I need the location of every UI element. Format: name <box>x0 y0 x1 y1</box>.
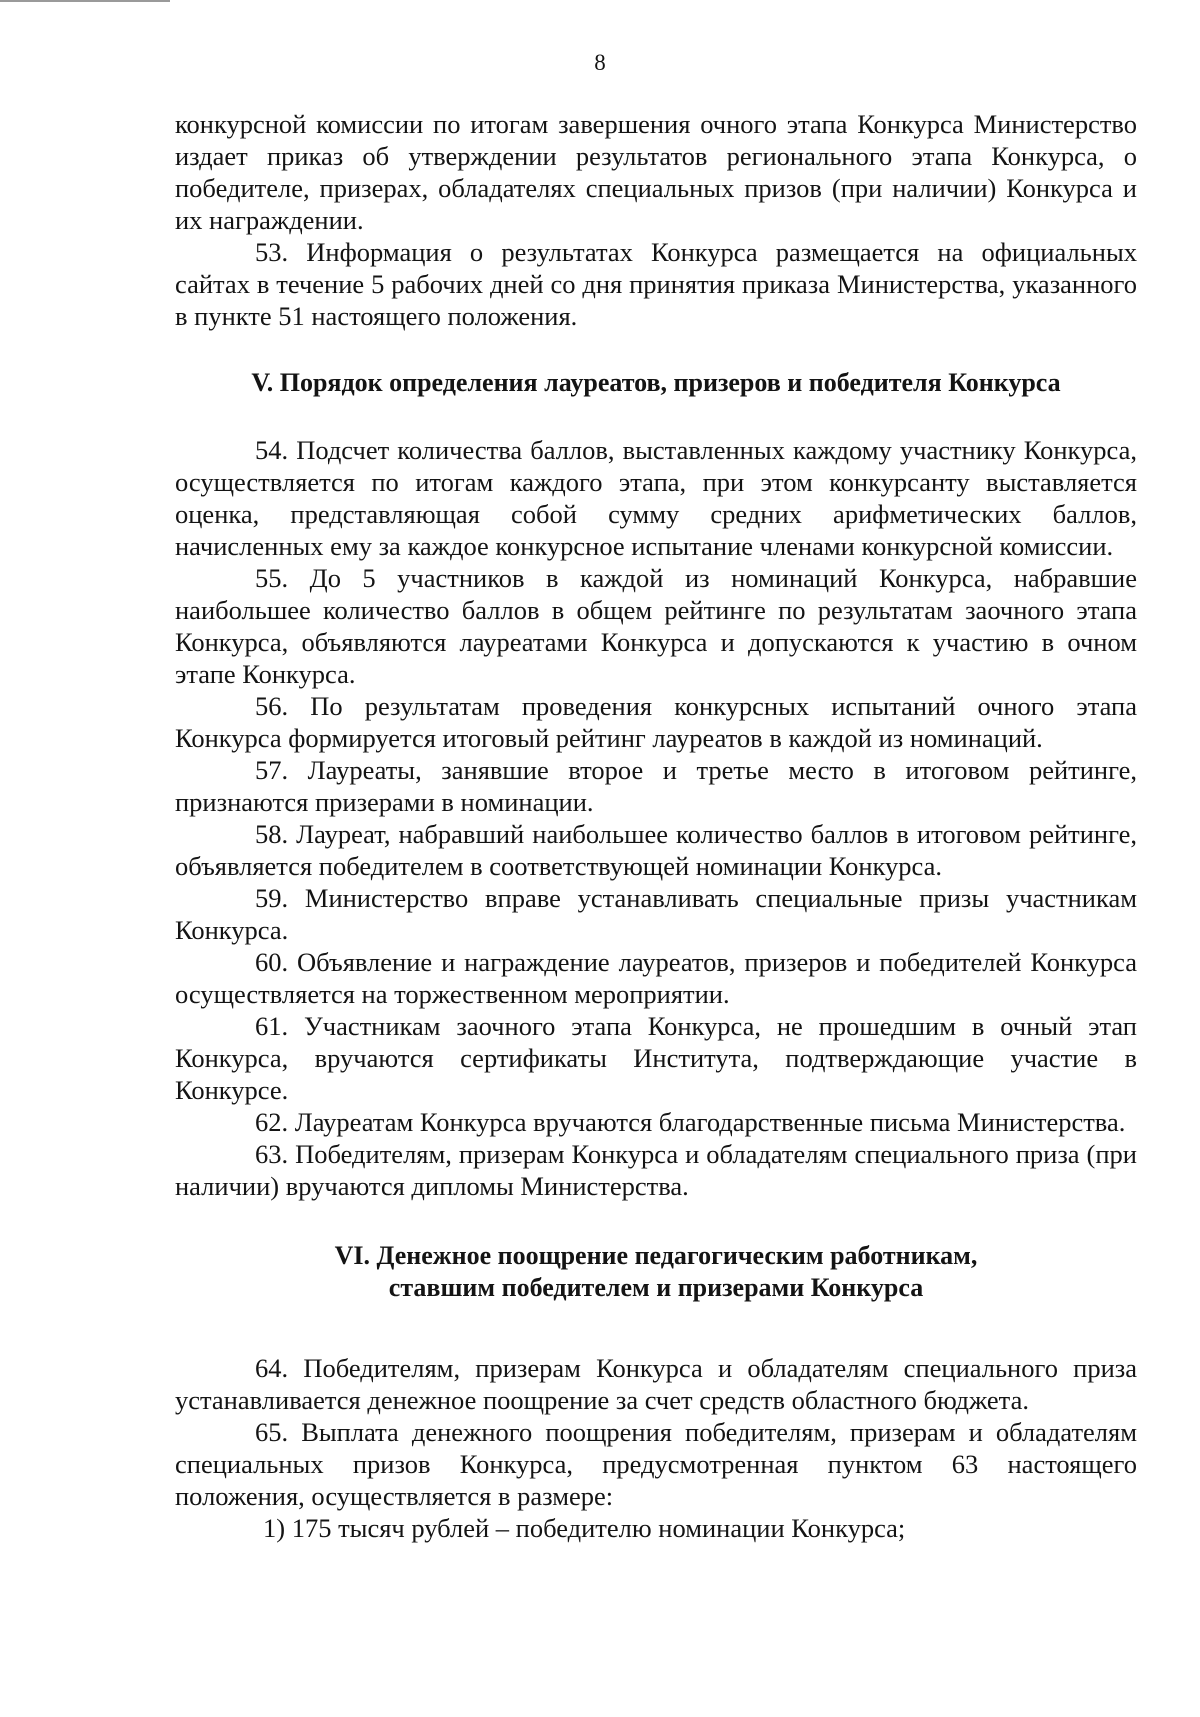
section-vi-title-line-2: ставшим победителем и призерами Конкурса <box>388 1273 924 1302</box>
paragraph-60: 60. Объявление и награждение лауреатов, призеров и победителей Конкурса осуществляется на торжественном мероприятии. <box>175 947 1137 1009</box>
list-item-1: 1) 175 тысяч рублей – победителю номинации Конкурса; <box>263 1513 906 1543</box>
page-number: 8 <box>594 50 606 75</box>
paragraph-65: 65. Выплата денежного поощрения победителям, призерам и обладателям специальных призов Конкурса, предусмотренная пунктом 63 настоящего положения, осуществляется в размере: <box>175 1417 1137 1511</box>
section-v-title: V. Порядок определения лауреатов, призеров и победителя Конкурса <box>251 368 1061 397</box>
paragraph-53: 53. Информация о результатах Конкурса размещается на официальных сайтах в течение 5 рабочих дней со дня принятия приказа Министерства, указанного в пункте 51 настоящего положения. <box>175 237 1137 331</box>
section-vi-title-line-1: VI. Денежное поощрение педагогическим работникам, <box>334 1241 978 1270</box>
section-vi-title <box>175 1240 1137 1304</box>
paragraph-61: 61. Участникам заочного этапа Конкурса, не прошедшим в очный этап Конкурса, вручаются сертификаты Института, подтверждающие участие в Конкурсе. <box>175 1011 1137 1105</box>
paragraph-55: 55. До 5 участников в каждой из номинаций Конкурса, набравшие наибольшее количество баллов в общем рейтинге по результатам заочного этапа Конкурса, объявляются лауреатами Конкурса и допускаются к участию в очном этапе Конкурса. <box>175 563 1137 689</box>
paragraph-62: 62. Лауреатам Конкурса вручаются благодарственные письма Министерства. <box>255 1107 1126 1137</box>
paragraph-52-continuation: конкурсной комиссии по итогам завершения очного этапа Конкурса Министерство издает приказ об утверждении результатов регионального этапа Конкурса, о победителе, призерах, обладателях специальных призов (при наличии) Конкурса и их награждении. <box>175 109 1137 235</box>
paragraph-57: 57. Лауреаты, занявшие второе и третье место в итоговом рейтинге, признаются призерами в номинации. <box>175 755 1137 817</box>
document-body <box>175 108 1137 1544</box>
paragraph-56: 56. По результатам проведения конкурсных испытаний очного этапа Конкурса формируется итоговый рейтинг лауреатов в каждой из номинаций. <box>175 691 1137 753</box>
paragraph-59: 59. Министерство вправе устанавливать специальные призы участникам Конкурса. <box>175 883 1137 945</box>
paragraph-63: 63. Победителям, призерам Конкурса и обладателям специального приза (при наличии) вручаются дипломы Министерства. <box>175 1139 1137 1201</box>
scan-edge-mark <box>0 0 170 2</box>
paragraph-64: 64. Победителям, призерам Конкурса и обладателям специального приза устанавливается денежное поощрение за счет средств областного бюджета. <box>175 1353 1137 1415</box>
paragraph-54: 54. Подсчет количества баллов, выставленных каждому участнику Конкурса, осуществляется по итогам каждого этапа, при этом конкурсанту выставляется оценка, представляющая собой сумму средних арифметических баллов, начисленных ему за каждое конкурсное испытание членами конкурсной комиссии. <box>175 435 1137 561</box>
paragraph-58: 58. Лауреат, набравший наибольшее количество баллов в итоговом рейтинге, объявляется победителем в соответствующей номинации Конкурса. <box>175 819 1137 881</box>
